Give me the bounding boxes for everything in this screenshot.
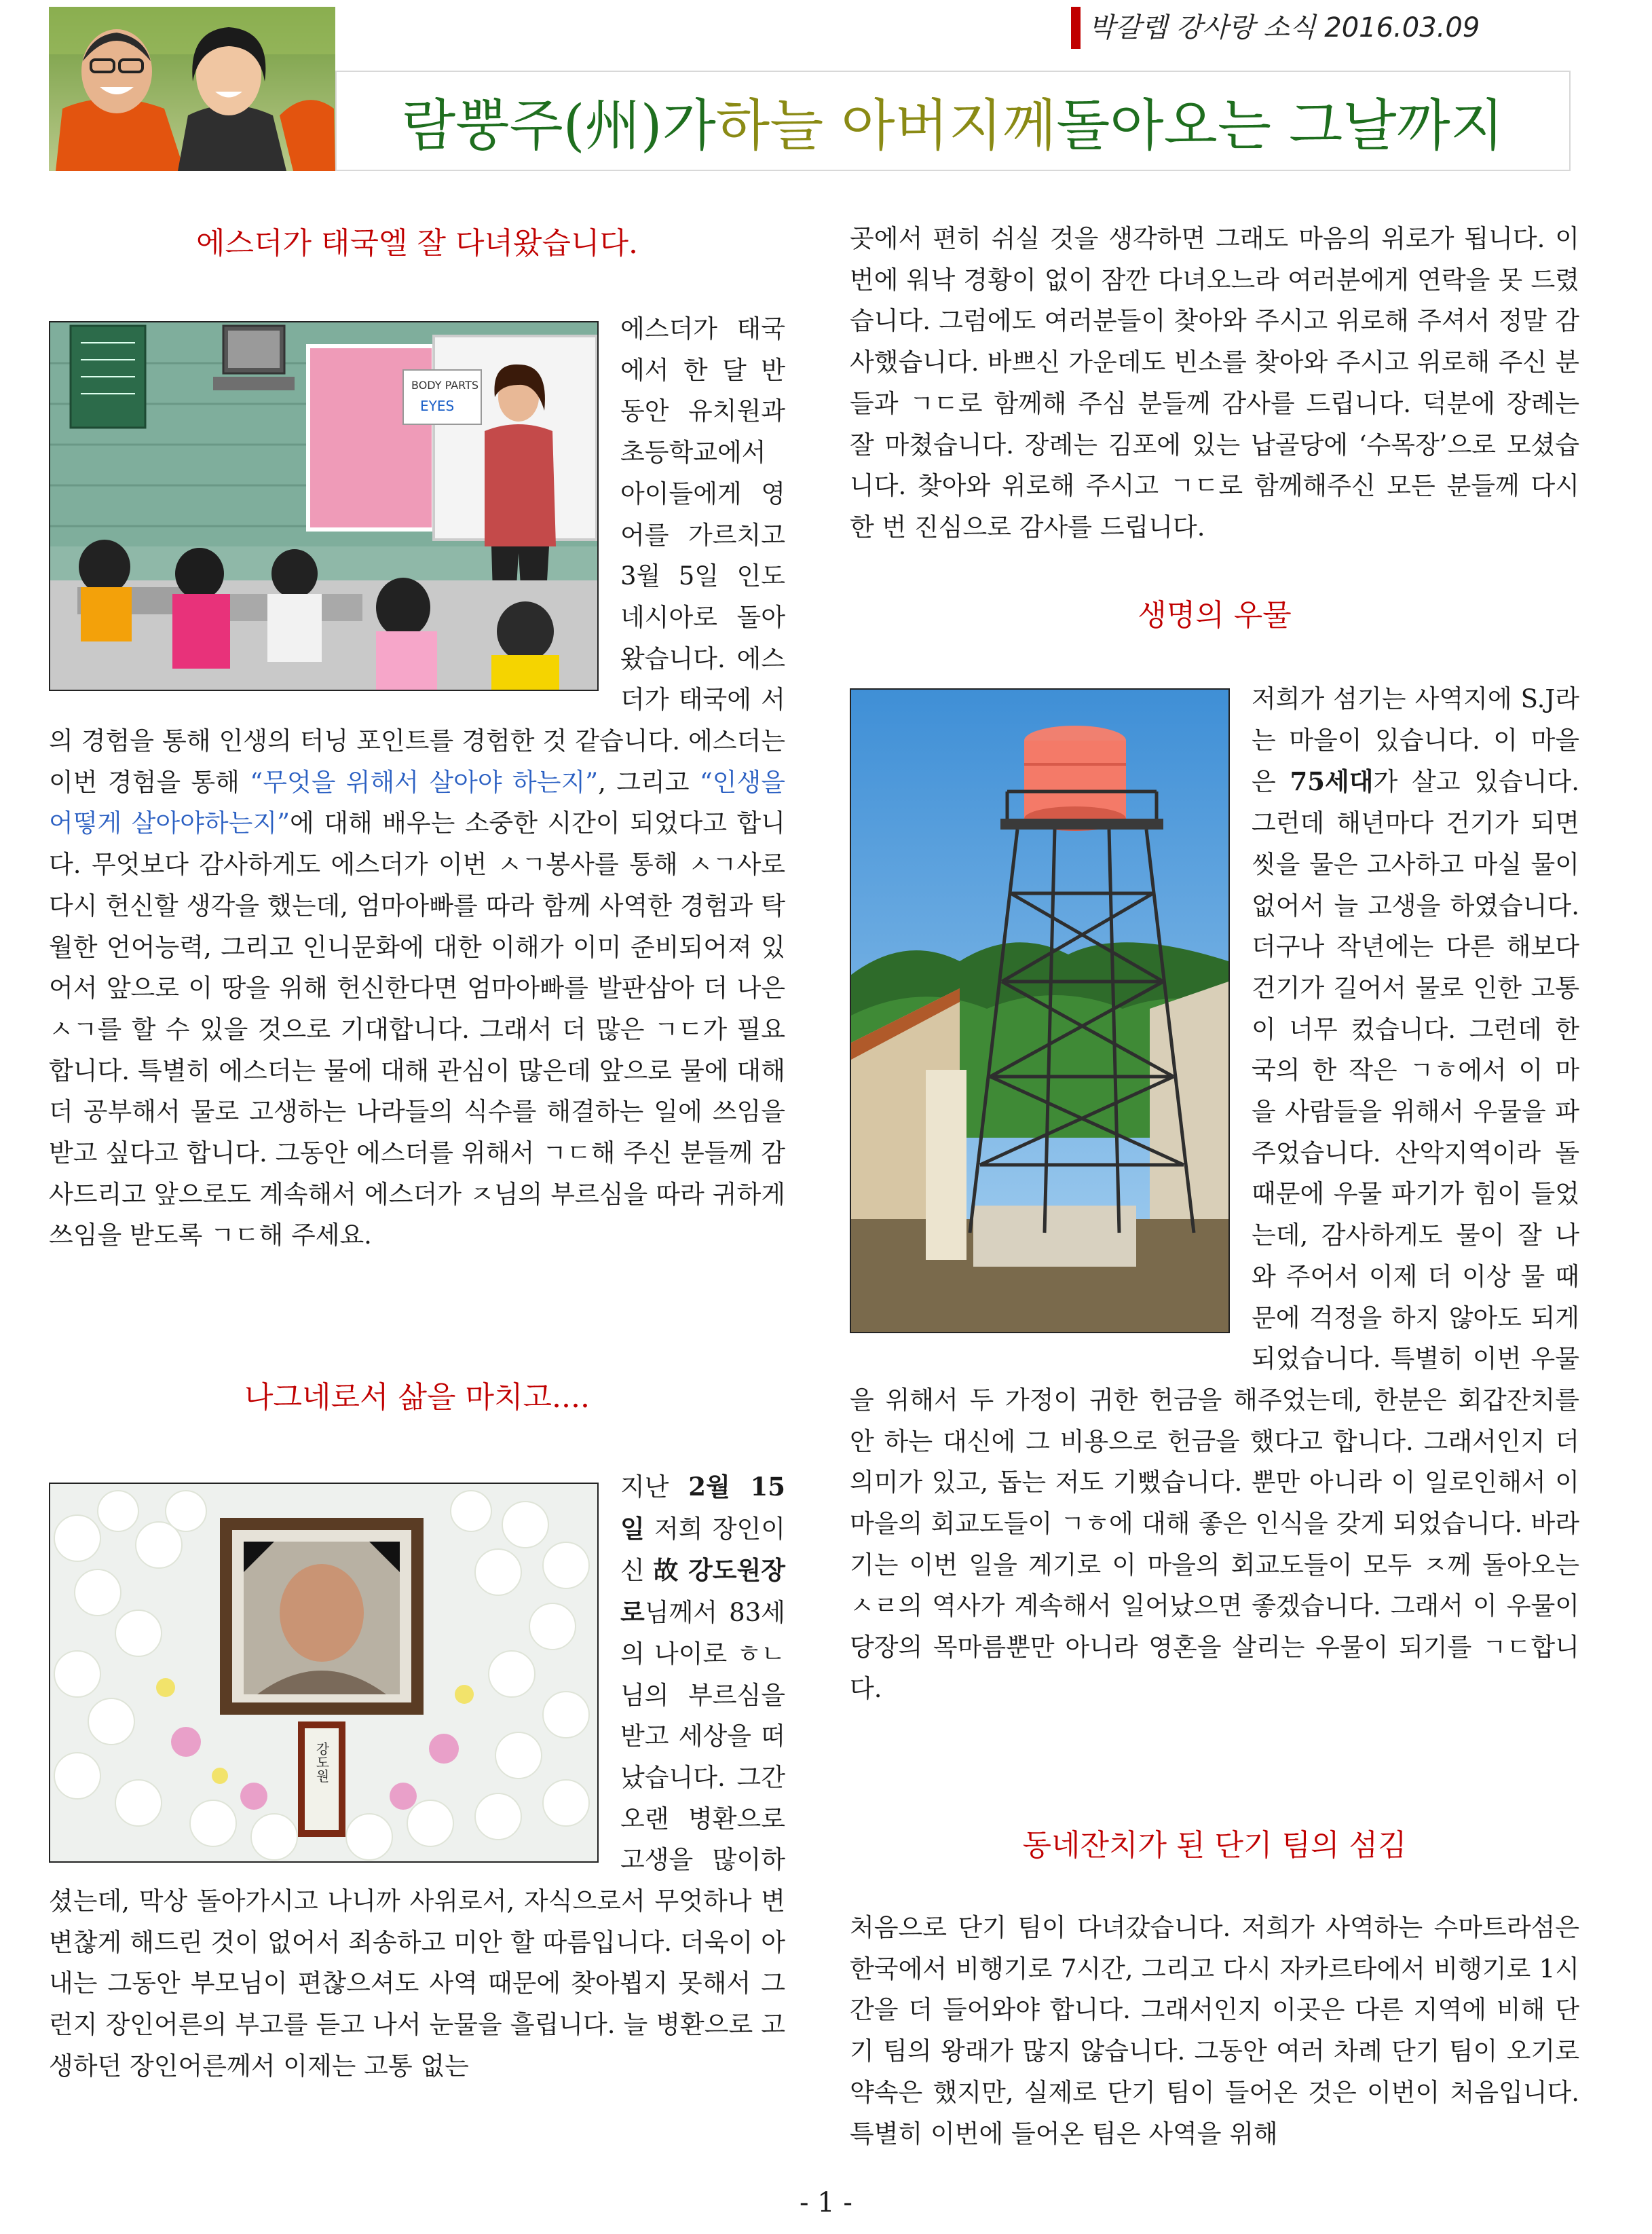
wreath-label: 강도원 (314, 1742, 330, 1783)
section-heading-well: 생명의 우물 (1138, 598, 1292, 633)
funeral-body: 하셨는데, 막상 돌아가시고 나니까 사위로서, 자식으로서 무엇하나 변변찮게 해드린 것이 없어서 죄송하고 미안 할 따름입니다. 더욱이 아내는 그동안 부모님이 편찮으셔도 사역 때문에 찾아뵙지 못해서 그런지 장인어른의 부고를 듣고 나서 눈물을 흘립니다. 늘 병환으로 고생하던 장인어른께서 이제는 고통 없는 (49, 1845, 785, 2081)
esther-body-1: 서의 경험을 통해 인생의 터닝 포인트를 경험한 것 같습니다. 에스더는 이번 경험을 통해 (49, 685, 785, 797)
section-heading-funeral: 나그네로서 삶을 마치고.... (244, 1380, 590, 1415)
esther-side-text: 에스더가 태국에서 한 달 반 동안 유치원과 초등학교에서 아이들에게 영어를 가르치고 3월 5일 인도네시아로 돌아왔습니다. 에스더가 태국에 (620, 314, 785, 715)
team-article: 처음으로 단기 팀이 다녀갔습니다. 저희가 사역하는 수마트라섬은 한국에서 비행기로 7시간, 그리고 다시 자카르타에서 비행기로 1시간을 더 들어와야 합니다. 그래서인지 이곳은 다른 지역에 비해 단기 팀의 왕래가 많지 않습니다. 그동안 여러 차례 단기 팀이 오기로 약속은 했지만, 실제로 단기 팀이 들어온 것은 이번이 처음입니다. 특별히 이번에 들어온 팀은 사역을 위해 (850, 1913, 1579, 2148)
esther-body-3: 에 대해 배우는 소중한 시간이 되었다고 합니다. 무엇보다 감사하게도 에스더가 이번 ㅅㄱ봉사를 통해 ㅅㄱ사로 다시 헌신할 생각을 했는데, 엄마아빠를 따라 함께 사역한 경험과 탁월한 언어능력, 그리고 인니문화에 대한 이해가 이미 준비되어져 있어서 앞으로 이 땅을 위해 헌신한다면 엄마아빠를 발판삼아 더 나은 ㅅㄱ를 할 수 있을 것으로 기대합니다. 그래서 더 많은 ㄱㄷ가 필요합니다. 특별히 에스더는 물에 대해 관심이 많은데 앞으로 물에 대해 더 공부해서 물로 고생하는 나라들의 식수를 해결하는 일에 쓰임을 받고 싶다고 합니다. 그동안 에스더를 위해서 ㄱㄷ해 주신 분들께 감사드리고 앞으로도 계속해서 에스더가 ㅈ님의 부르심을 따라 귀하게 쓰임을 받도록 ㄱㄷ해 주세요. (49, 808, 785, 1250)
header-couple-photo (49, 7, 335, 171)
funeral-date: 2월 15일 (620, 1472, 786, 1544)
well-side-2: 가 살고 있습니다. 그런데 해년마다 건기가 되면 씻을 물은 고사하고 마실 물이 없어서 늘 고생을 하였습니다. 더구나 작년에는 다른 해보다 건기가 길어서 물로 인한 고통이 너무 컸습니다. 그런데 한국의 한 작은 ㄱㅎ에서 이 마을 사람들을 위해서 우물을 파주었습니다. 산악지역이라 돌 때문에 우물 파기가 힘이 들었는데, 감사하게도 물이 잘 나와 주어서 이제 더 이상 물 때문에 걱정을 하지 않아 (1252, 767, 1579, 1333)
funeral-continuation: 곳에서 편히 쉬실 것을 생각하면 그래도 마음의 위로가 됩니다. 이번에 워낙 경황이 없이 잠깐 다녀오느라 여러분에게 연락을 못 드렸습니다. 그럼에도 여러분들이 찾아와 주시고 위로해 주셔서 정말 감사했습니다. 바쁘신 가운데도 빈소를 찾아와 주시고 위로해 주신 분들과 ㄱㄷ로 함께해 주심 분들께 감사를 드립니다. 덕분에 장례는 잘 마쳤습니다. 장례는 김포에 있는 납골당에 ‘수목장’으로 모셨습니다. 찾아와 위로해 주시고 ㄱㄷ로 함께해주신 모든 분들께 다시 한 번 진심으로 감사를 드립니다. (850, 224, 1579, 542)
title-part-3: 돌아오는 그날까지 (1056, 93, 1504, 158)
funeral-side-1: 지난 (620, 1472, 689, 1502)
title-part-2: 하늘 아버지께 (715, 93, 1057, 158)
well-side-1: 저희가 섬기는 사역지에 S.J라는 마을이 있습니다. 이 마을은 (1252, 684, 1579, 797)
esther-body-2: , 그리고 (598, 767, 700, 797)
funeral-name: 故 강도원장로 (620, 1555, 785, 1628)
funeral-side-2: 저희 장인이신 (620, 1514, 785, 1586)
esther-article (49, 309, 785, 1256)
esther-quote-1: “무엇을 위해서 살아야 하는지” (250, 767, 599, 797)
page-number: - 1 - (800, 2187, 852, 2218)
section-heading-team: 동네잔치가 된 단기 팀의 섬김 (1022, 1828, 1407, 1863)
well-article (850, 679, 1579, 1710)
newsletter-name-date: 박갈렙 강사랑 소식 2016.03.09 (1089, 12, 1480, 43)
well-body: 도 되게 되었습니다. 특별히 이번 우물을 위해서 두 가정이 귀한 헌금을 해주었는데, 한분은 회갑잔치를 안 하는 대신에 그 비용으로 헌금을 했다고 합니다. 그래서인지 더 의미가 있고, 돕는 저도 기뻤습니다. 뿐만 아니라 이 일로인해서 이 마을의 회교도들이 ㄱㅎ에 대해 좋은 인식을 갖게 되었습니다. 바라기는 이번 일을 계기로 이 마을의 회교도들이 모두 ㅈ께 돌아오는 ㅅㄹ의 역사가 계속해서 일어났으면 좋겠습니다. 그래서 이 우물이 당장의 목마름뿐만 아니라 영혼을 살리는 우물이 되기를 ㄱㄷ합니다. (850, 1303, 1579, 1703)
well-households: 75세대 (1290, 766, 1374, 797)
classroom-photo (49, 321, 599, 691)
card-text-2: EYES (420, 398, 455, 414)
section-heading-esther: 에스더가 태국엘 잘 다녀왔습니다. (196, 226, 638, 261)
water-tower-photo (850, 688, 1230, 1333)
card-text-1: BODY PARTS (411, 379, 479, 392)
funeral-article (49, 1466, 785, 2087)
title-part-1: 람뿡주(州)가 (402, 93, 716, 158)
funeral-side-3: 님께서 83세의 나이로 ㅎㄴ님의 부르심을 받고 세상을 떠났습니다. 그간 오랜 병환으로 고생을 많이 (620, 1598, 785, 1875)
esther-quote-2: “인생을 어떻게 살아야하는지” (49, 767, 785, 838)
funeral-altar-photo (49, 1483, 599, 1863)
header-accent-bar (1071, 7, 1081, 49)
page-title (335, 71, 1571, 171)
